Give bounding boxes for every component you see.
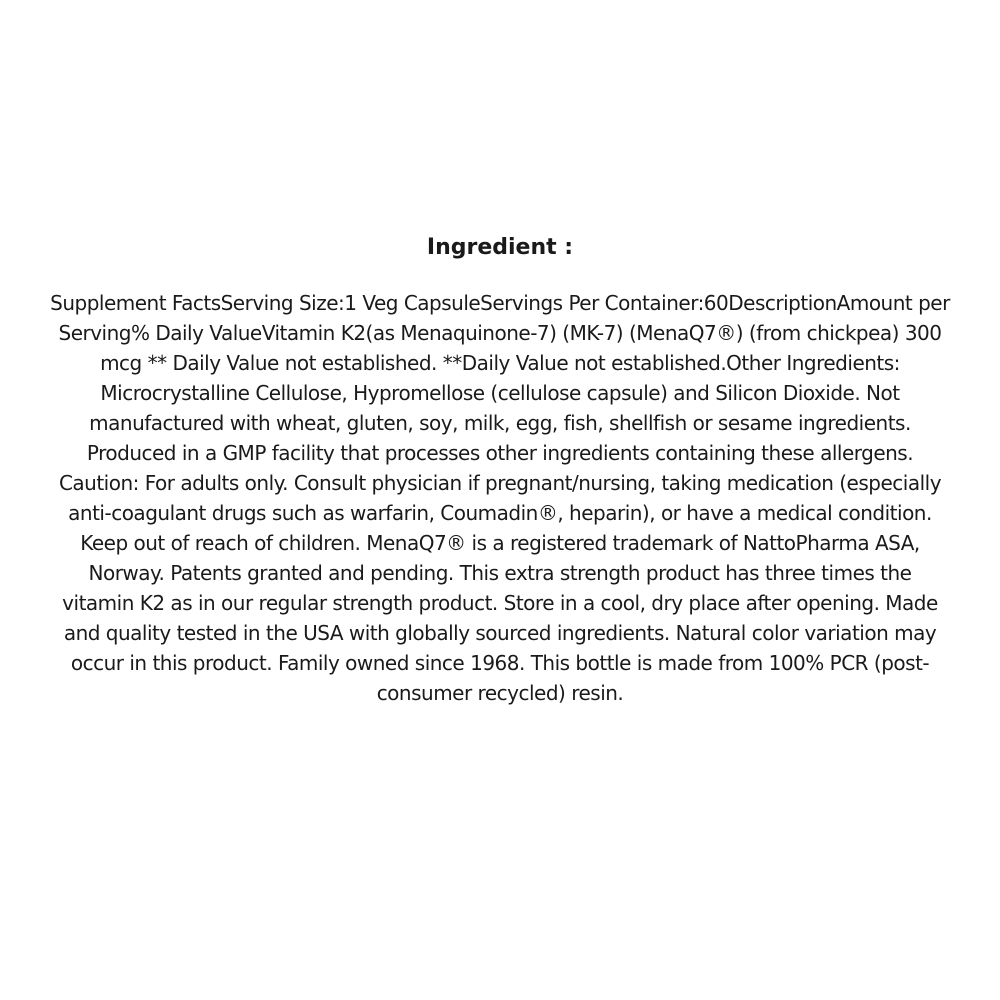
ingredient-description: Supplement FactsServing Size:1 Veg CapsuleServings Per Container:60DescriptionAmount per Serving% Daily ValueVitamin K2(as Menaquinone-7) (MK-7) (MenaQ7®) (from chickpea) 300 mcg ** Daily Value not established. **Daily Value not established.Other Ingredients: Microcrystalline Cellulose, Hypromellose (cellulose capsule) and Silicon Dioxide. Not manufactured with wheat, gluten, soy, milk, egg, fish, shellfish or sesame ingredients. Produced in a GMP facility that processes other ingredients containing these allergens. Caution: For adults only. Consult physician if pregnant/nursing, taking medication (especially anti-coagulant drugs such as warfarin, Coumadin®, heparin), or have a medical condition. Keep out of reach of children. MenaQ7® is a registered trademark of NattoPharma ASA, Norway. Patents granted and pending. This extra strength product has three times the vitamin K2 as in our regular strength product. Store in a cool, dry place after opening. Made and quality tested in the USA with globally sourced ingredients. Natural color variation may occur in this product. Family owned since 1968. This bottle is made from 100% PCR (post-consumer recycled) resin. (50, 291, 950, 705)
ingredient-heading: Ingredient : (426, 235, 574, 260)
